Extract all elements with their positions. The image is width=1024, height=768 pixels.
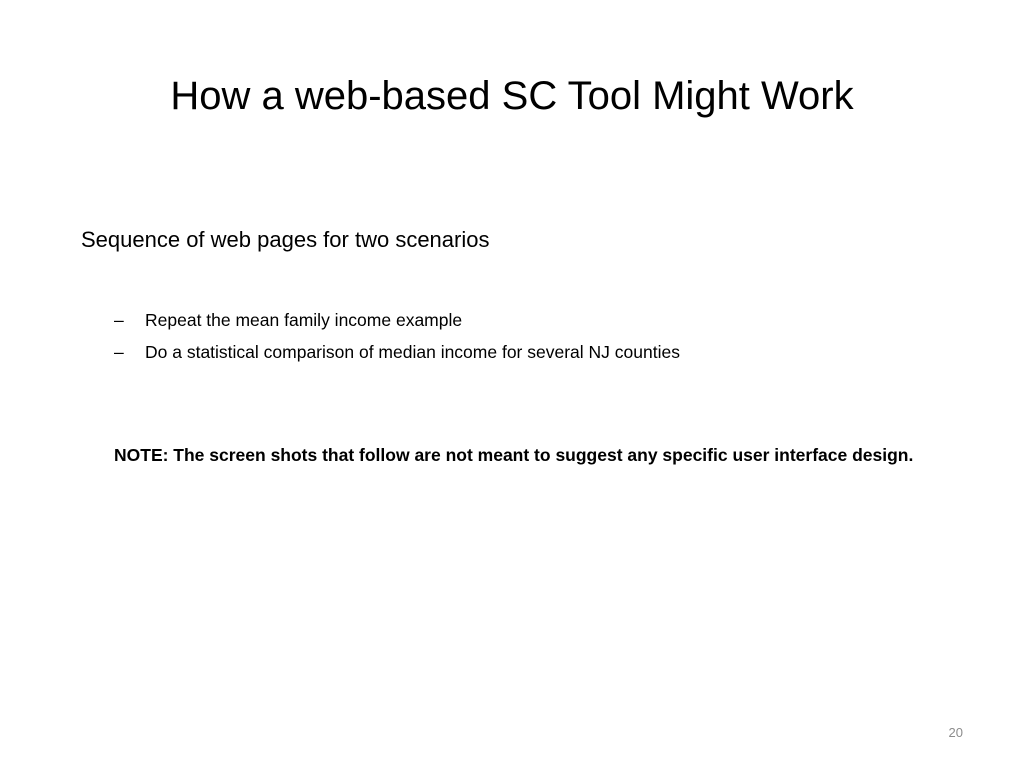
dash-bullet-icon: – — [114, 342, 124, 362]
list-item — [114, 336, 964, 368]
dash-bullet-icon: – — [114, 310, 124, 330]
bullet-list — [114, 304, 964, 368]
list-item — [114, 304, 964, 336]
slide-subheading: Sequence of web pages for two scenarios — [81, 227, 490, 252]
page-number: 20 — [948, 725, 963, 740]
slide-note: NOTE: The screen shots that follow are not meant to suggest any specific user interface design. — [114, 445, 914, 465]
slide-title: How a web-based SC Tool Might Work — [170, 74, 854, 118]
bullet-text: Do a statistical comparison of median income for several NJ counties — [145, 342, 680, 362]
bullet-text: Repeat the mean family income example — [145, 310, 463, 330]
